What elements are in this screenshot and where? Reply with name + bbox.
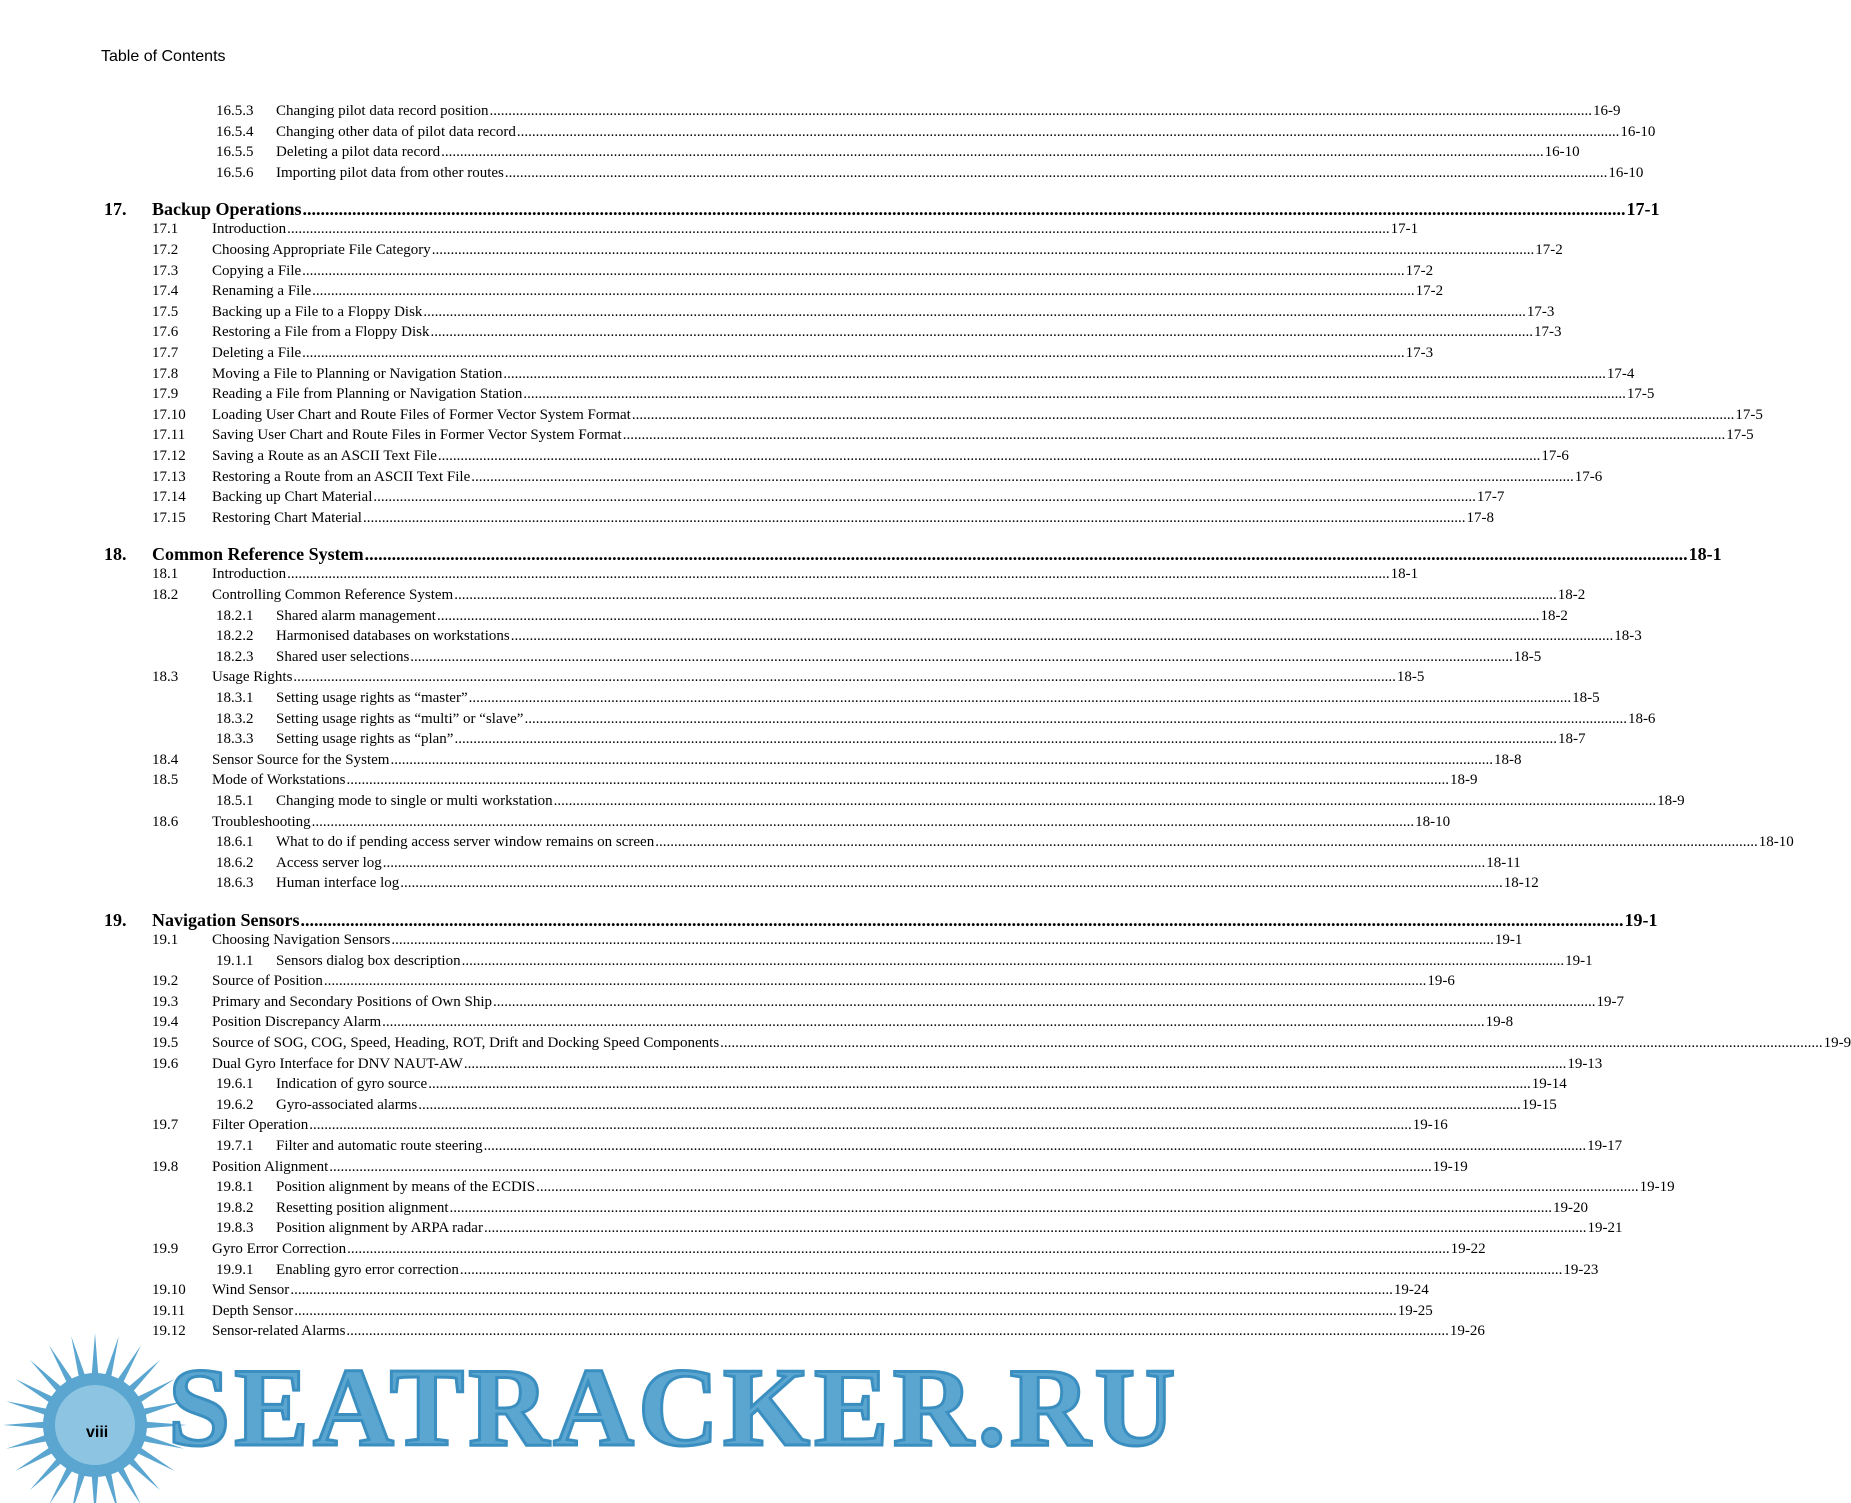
toc-entry-title: Gyro-associated alarms xyxy=(276,1096,418,1113)
toc-entry-title: Choosing Navigation Sensors xyxy=(212,932,391,948)
toc-section-entry[interactable] xyxy=(152,509,1494,528)
dot-leader xyxy=(400,874,1503,893)
toc-entry-number: 19.9 xyxy=(152,1241,179,1257)
toc-entry-page: 18-5 xyxy=(1572,690,1600,706)
toc-entry-title: Deleting a pilot data record xyxy=(276,144,441,161)
toc-entry-page: 17-3 xyxy=(1405,345,1434,361)
toc-entry-title: Copying a File xyxy=(212,262,302,279)
toc-entry-page: 18-5 xyxy=(1396,669,1425,686)
toc-entry-title: Harmonised databases on workstations xyxy=(276,628,510,645)
watermark-text: SEATRACKER.RU xyxy=(168,1346,1180,1470)
toc-entry-title: Access server log xyxy=(276,854,382,871)
dot-leader xyxy=(382,1013,1485,1032)
toc-section-entry[interactable] xyxy=(152,365,1635,384)
toc-entry-page: 18-3 xyxy=(1614,628,1642,645)
toc-entry-title: Navigation Sensors xyxy=(152,910,300,930)
toc-entry-title: Primary and Secondary Positions of Own Ship xyxy=(212,993,492,1010)
toc-entry-number: 17.12 xyxy=(152,448,186,464)
toc-entry-title: Changing other data of pilot data record xyxy=(276,123,516,140)
toc-entry-number: 19.7.1 xyxy=(216,1138,254,1154)
toc-subsection-entry[interactable] xyxy=(216,792,1685,811)
toc-section-entry[interactable] xyxy=(152,771,1478,790)
toc-subsection-entry[interactable] xyxy=(216,710,1656,729)
toc-entry-title: Mode of Workstations xyxy=(212,772,346,789)
toc-entry-number: 18.2 xyxy=(152,587,179,603)
toc-entry-title: Moving a File to Planning or Navigation Station xyxy=(212,365,503,382)
dot-leader xyxy=(329,1158,1432,1177)
dot-leader xyxy=(720,1034,1823,1053)
toc-entry-number: 17.4 xyxy=(152,283,179,300)
dot-leader xyxy=(454,730,1557,749)
toc-section-entry[interactable] xyxy=(152,1158,1468,1177)
toc-entry-page: 19-6 xyxy=(1427,973,1455,990)
toc-entry-number: 16.5.4 xyxy=(216,123,254,140)
toc-entry-title: Source of SOG, COG, Speed, Heading, ROT, Drift and Docking Speed Components xyxy=(212,1035,720,1051)
toc-section-entry[interactable] xyxy=(152,586,1586,605)
dot-leader xyxy=(428,1075,1531,1094)
toc-entry-number: 19.10 xyxy=(152,1282,186,1299)
dot-leader xyxy=(347,1240,1450,1259)
toc-entry-number: 18.3.1 xyxy=(216,690,254,706)
toc-section-entry[interactable] xyxy=(152,282,1444,301)
dot-leader xyxy=(383,854,1486,873)
toc-entry-number: 19.9.1 xyxy=(216,1261,254,1278)
toc-entry-number: 18.6 xyxy=(152,813,179,830)
toc-entry-page: 19-21 xyxy=(1587,1220,1623,1237)
toc-entry-title: Deleting a File xyxy=(212,345,302,361)
dot-leader xyxy=(365,543,1688,565)
toc-entry-title: Position Alignment xyxy=(212,1158,329,1175)
toc-entry-title: Importing pilot data from other routes xyxy=(276,164,504,181)
dot-leader xyxy=(410,648,1513,667)
toc-entry-page: 17-1 xyxy=(1626,199,1660,220)
toc-section-entry[interactable] xyxy=(152,1055,1603,1074)
toc-entry-title: Shared user selections xyxy=(276,648,410,665)
dot-leader xyxy=(347,771,1450,790)
toc-entry-title: Common Reference System xyxy=(152,544,364,565)
toc-entry-page: 18-2 xyxy=(1557,587,1586,603)
toc-chapter-entry[interactable] xyxy=(104,543,1722,565)
toc-entry-page: 19-26 xyxy=(1449,1323,1485,1340)
toc-entry-number: 18.2.3 xyxy=(216,648,254,665)
toc-entry-title: Reading a File from Planning or Navigation Station xyxy=(212,386,523,403)
toc-section-entry[interactable] xyxy=(152,1281,1429,1300)
dot-leader xyxy=(302,262,1405,281)
toc-entry-number: 17.8 xyxy=(152,365,179,382)
toc-entry-page: 19-17 xyxy=(1587,1138,1623,1154)
toc-subsection-entry[interactable] xyxy=(216,874,1539,893)
toc-entry-title: Usage Rights xyxy=(212,669,293,686)
toc-entry-page: 19-9 xyxy=(1823,1035,1851,1051)
toc-entry-title: Troubleshooting xyxy=(212,813,311,830)
toc-entry-number: 19.7 xyxy=(152,1117,179,1134)
toc-entry-page: 19-24 xyxy=(1393,1282,1429,1299)
toc-entry-number: 18.3.3 xyxy=(216,731,254,748)
toc-entry-title: Restoring Chart Material xyxy=(212,509,362,526)
dot-leader xyxy=(303,198,1626,220)
toc-subsection-entry[interactable] xyxy=(216,1219,1623,1238)
toc-entry-title: Introduction xyxy=(212,221,287,238)
dot-leader xyxy=(450,1199,1553,1218)
dot-leader xyxy=(517,123,1620,142)
toc-entry-title: Backing up Chart Material xyxy=(212,489,373,506)
toc-subsection-entry[interactable] xyxy=(216,648,1542,667)
dot-leader xyxy=(503,365,1606,384)
dot-leader xyxy=(623,426,1726,445)
toc-entry-title: Source of Position xyxy=(212,973,323,990)
toc-entry-number: 19.4 xyxy=(152,1014,179,1031)
toc-entry-page: 17-5 xyxy=(1626,386,1655,403)
toc-section-entry[interactable] xyxy=(152,344,1434,363)
toc-section-entry[interactable] xyxy=(152,447,1569,466)
toc-entry-number: 16.5.3 xyxy=(216,103,254,119)
toc-entry-page: 17-7 xyxy=(1476,489,1505,506)
running-head: Table of Contents xyxy=(101,48,226,65)
dot-leader xyxy=(536,1178,1639,1197)
toc-entry-title: Setting usage rights as “multi” or “slave” xyxy=(276,710,524,727)
toc-subsection-entry[interactable] xyxy=(216,854,1521,873)
toc-subsection-entry[interactable] xyxy=(216,952,1593,971)
dot-leader xyxy=(438,447,1541,466)
toc-entry-page: 19-1 xyxy=(1494,932,1523,948)
toc-entry-title: Human interface log xyxy=(276,875,400,892)
toc-entry-number: 18.4 xyxy=(152,751,179,768)
toc-entry-page: 17-3 xyxy=(1526,303,1555,320)
dot-leader xyxy=(390,751,1493,770)
toc-entry-number: 18.6.3 xyxy=(216,875,254,892)
toc-subsection-entry[interactable] xyxy=(216,627,1642,646)
toc-entry-page: 19-19 xyxy=(1639,1179,1675,1196)
toc-subsection-entry[interactable] xyxy=(216,143,1580,162)
toc-entry-number: 17.15 xyxy=(152,509,186,526)
toc-entry-page: 19-16 xyxy=(1412,1117,1448,1134)
toc-entry-title: Backup Operations xyxy=(152,199,302,220)
toc-entry-page: 17-6 xyxy=(1574,468,1603,485)
toc-entry-page: 18-11 xyxy=(1486,854,1521,871)
toc-section-entry[interactable] xyxy=(152,406,1763,425)
toc-entry-number: 17.1 xyxy=(152,221,179,238)
toc-entry-page: 18-9 xyxy=(1657,793,1685,809)
dot-leader xyxy=(293,668,1396,687)
toc-entry-page: 18-7 xyxy=(1557,731,1586,748)
toc-section-entry[interactable] xyxy=(152,1116,1448,1135)
toc-entry-number: 17.2 xyxy=(152,242,179,258)
toc-entry-title: Position alignment by means of the ECDIS xyxy=(276,1179,536,1196)
toc-entry-title: Sensor Source for the System xyxy=(212,751,390,768)
toc-subsection-entry[interactable] xyxy=(216,1075,1567,1094)
toc-entry-title: Depth Sensor xyxy=(212,1302,294,1319)
toc-entry-page: 17-5 xyxy=(1735,406,1763,423)
dot-leader xyxy=(471,468,1574,487)
toc-section-entry[interactable] xyxy=(152,751,1522,770)
dot-leader xyxy=(441,143,1544,162)
toc-entry-number: 18.3.2 xyxy=(216,710,254,727)
toc-section-entry[interactable] xyxy=(152,323,1562,342)
toc-entry-number: 19.6.2 xyxy=(216,1096,254,1113)
toc-entry-title: Renaming a File xyxy=(212,283,312,300)
toc-entry-number: 17.5 xyxy=(152,303,179,320)
toc-entry-number: 17.13 xyxy=(152,468,186,485)
toc-entry-number: 19. xyxy=(104,910,127,930)
dot-leader xyxy=(324,972,1427,991)
toc-entry-title: Backing up a File to a Floppy Disk xyxy=(212,303,423,320)
toc-entry-title: Restoring a Route from an ASCII Text File xyxy=(212,468,471,485)
dot-leader xyxy=(511,627,1614,646)
toc-entry-title: Gyro Error Correction xyxy=(212,1241,347,1257)
toc-entry-number: 18.6.1 xyxy=(216,834,254,851)
toc-entry-page: 18-9 xyxy=(1450,772,1478,789)
toc-entry-title: Controlling Common Reference System xyxy=(212,587,454,603)
toc-entry-title: Changing mode to single or multi workstation xyxy=(276,793,553,809)
toc-section-entry[interactable] xyxy=(152,1013,1514,1032)
toc-section-entry[interactable] xyxy=(152,220,1419,239)
toc-entry-number: 16.5.5 xyxy=(216,144,254,161)
toc-entry-title: Dual Gyro Interface for DNV NAUT-AW xyxy=(212,1055,463,1072)
dot-leader xyxy=(290,1281,1393,1300)
toc-chapter-entry[interactable] xyxy=(104,909,1658,931)
toc-entry-page: 19-22 xyxy=(1450,1241,1486,1257)
toc-entry-title: Changing pilot data record position xyxy=(276,103,489,119)
toc-entry-number: 19.8.1 xyxy=(216,1179,254,1196)
toc-entry-page: 19-25 xyxy=(1397,1302,1433,1319)
toc-entry-number: 17.6 xyxy=(152,324,179,341)
toc-entry-number: 18.6.2 xyxy=(216,854,254,871)
toc-entry-number: 19.6 xyxy=(152,1055,179,1072)
toc-entry-page: 18-1 xyxy=(1390,566,1419,583)
toc-entry-number: 17.14 xyxy=(152,489,186,506)
toc-section-entry[interactable] xyxy=(152,565,1419,584)
dot-leader xyxy=(464,1055,1567,1074)
toc-entry-number: 17. xyxy=(104,199,127,220)
dot-leader xyxy=(294,1302,1397,1321)
dot-leader xyxy=(462,952,1565,971)
toc-entry-title: Shared alarm management xyxy=(276,607,436,624)
toc-entry-page: 18-5 xyxy=(1513,648,1542,665)
toc-entry-page: 19-19 xyxy=(1432,1158,1468,1175)
toc-entry-number: 19.8.3 xyxy=(216,1220,254,1237)
dot-leader xyxy=(489,102,1592,121)
toc-entry-page: 17-3 xyxy=(1534,324,1562,341)
toc-subsection-entry[interactable] xyxy=(216,730,1586,749)
toc-entry-page: 18-10 xyxy=(1415,813,1451,830)
toc-entry-title: Sensors dialog box description xyxy=(276,952,461,969)
toc-entry-page: 17-1 xyxy=(1390,221,1419,238)
dot-leader xyxy=(302,344,1405,363)
toc-subsection-entry[interactable] xyxy=(216,102,1621,121)
dot-leader xyxy=(469,689,1572,708)
toc-section-entry[interactable] xyxy=(152,241,1563,260)
page-number: viii xyxy=(86,1424,109,1441)
toc-entry-page: 16-10 xyxy=(1608,164,1644,181)
toc-entry-page: 19-14 xyxy=(1531,1076,1567,1093)
toc-entry-title: Filter and automatic route steering xyxy=(276,1138,483,1154)
toc-entry-title: Saving a Route as an ASCII Text File xyxy=(212,448,437,464)
dot-leader xyxy=(460,1261,1563,1280)
toc-entry-page: 16-9 xyxy=(1592,103,1621,119)
toc-entry-number: 19.8 xyxy=(152,1158,179,1175)
dot-leader xyxy=(301,909,1624,931)
toc-subsection-entry[interactable] xyxy=(216,1261,1599,1280)
toc-entry-number: 18.3 xyxy=(152,669,179,686)
dot-leader xyxy=(454,586,1557,605)
dot-leader xyxy=(484,1219,1587,1238)
dot-leader xyxy=(287,220,1390,239)
toc-section-entry[interactable] xyxy=(152,668,1425,687)
toc-section-entry[interactable] xyxy=(152,1034,1851,1053)
toc-entry-number: 18.5.1 xyxy=(216,793,254,809)
toc-entry-title: Restoring a File from a Floppy Disk xyxy=(212,324,430,341)
toc-entry-page: 19-1 xyxy=(1565,952,1593,969)
dot-leader xyxy=(523,385,1626,404)
toc-entry-page: 17-8 xyxy=(1466,509,1494,526)
toc-entry-page: 18-8 xyxy=(1493,751,1522,768)
toc-entry-number: 19.1 xyxy=(152,932,179,948)
toc-entry-page: 18-2 xyxy=(1540,607,1568,624)
toc-entry-number: 17.3 xyxy=(152,262,179,279)
toc-entry-page: 17-2 xyxy=(1535,242,1563,258)
toc-entry-number: 18.2.2 xyxy=(216,628,254,645)
toc-entry-page: 18-10 xyxy=(1758,834,1794,851)
toc-section-entry[interactable] xyxy=(152,426,1754,445)
toc-section-entry[interactable] xyxy=(152,1302,1433,1321)
toc-section-entry[interactable] xyxy=(152,813,1451,832)
toc-section-entry[interactable] xyxy=(152,931,1523,950)
toc-entry-page: 19-23 xyxy=(1563,1261,1599,1278)
toc-entry-title: Indication of gyro source xyxy=(276,1076,428,1093)
dot-leader xyxy=(373,488,1476,507)
dot-leader xyxy=(493,993,1596,1012)
dot-leader xyxy=(505,164,1608,183)
dot-leader xyxy=(554,792,1657,811)
toc-subsection-entry[interactable] xyxy=(216,1096,1557,1115)
toc-section-entry[interactable] xyxy=(152,993,1624,1012)
toc-entry-page: 17-6 xyxy=(1541,448,1569,464)
toc-section-entry[interactable] xyxy=(152,1240,1486,1259)
toc-entry-page: 16-10 xyxy=(1544,144,1580,161)
dot-leader xyxy=(312,813,1415,832)
dot-leader xyxy=(431,323,1534,342)
toc-section-entry[interactable] xyxy=(152,1322,1485,1341)
dot-leader xyxy=(309,1116,1412,1135)
dot-leader xyxy=(312,282,1415,301)
toc-entry-title: Choosing Appropriate File Category xyxy=(212,242,431,258)
toc-entry-number: 17.11 xyxy=(152,427,186,444)
toc-entry-page: 16-10 xyxy=(1620,123,1656,140)
toc-entry-page: 18-6 xyxy=(1627,710,1656,727)
toc-entry-number: 19.1.1 xyxy=(216,952,254,969)
toc-entry-page: 19-20 xyxy=(1553,1199,1588,1216)
toc-entry-page: 18-12 xyxy=(1503,875,1539,892)
toc-entry-title: Introduction xyxy=(212,566,287,583)
toc-entry-number: 19.3 xyxy=(152,993,179,1010)
toc-entry-title: Enabling gyro error correction xyxy=(276,1261,459,1278)
toc-section-entry[interactable] xyxy=(152,468,1603,487)
toc-entry-number: 18.2.1 xyxy=(216,607,254,624)
toc-entry-page: 17-2 xyxy=(1405,262,1434,279)
toc-section-entry[interactable] xyxy=(152,972,1455,991)
toc-subsection-entry[interactable] xyxy=(216,1137,1623,1156)
dot-leader xyxy=(346,1322,1449,1341)
toc-subsection-entry[interactable] xyxy=(216,1178,1675,1197)
toc-entry-title: Position Discrepancy Alarm xyxy=(212,1014,382,1031)
toc-section-entry[interactable] xyxy=(152,262,1434,281)
dot-leader xyxy=(363,509,1466,528)
toc-section-entry[interactable] xyxy=(152,488,1505,507)
toc-entry-page: 19-13 xyxy=(1567,1055,1603,1072)
toc-subsection-entry[interactable] xyxy=(216,833,1794,852)
toc-entry-page: 19-7 xyxy=(1596,993,1624,1010)
toc-entry-page: 17-4 xyxy=(1606,365,1635,382)
toc-subsection-entry[interactable] xyxy=(216,689,1600,708)
toc-entry-page: 19-1 xyxy=(1624,910,1658,930)
toc-entry-page: 17-5 xyxy=(1726,427,1754,444)
toc-entry-number: 18.1 xyxy=(152,566,179,583)
toc-entry-number: 17.7 xyxy=(152,345,179,361)
toc-section-entry[interactable] xyxy=(152,385,1655,404)
toc-entry-title: Position alignment by ARPA radar xyxy=(276,1220,483,1237)
toc-entry-title: Setting usage rights as “master” xyxy=(276,690,468,706)
toc-entry-page: 19-8 xyxy=(1485,1014,1514,1031)
toc-entry-number: 18.5 xyxy=(152,772,179,789)
toc-entry-number: 19.8.2 xyxy=(216,1199,254,1216)
dot-leader xyxy=(418,1096,1521,1115)
toc-chapter-entry[interactable] xyxy=(104,198,1660,220)
toc-entry-title: Loading User Chart and Route Files of Former Vector System Format xyxy=(212,406,631,423)
toc-entry-title: Saving User Chart and Route Files in Former Vector System Format xyxy=(212,427,622,444)
toc-subsection-entry[interactable] xyxy=(216,1199,1588,1218)
toc-entry-number: 19.11 xyxy=(152,1302,186,1319)
dot-leader xyxy=(391,931,1494,950)
toc-entry-title: What to do if pending access server window remains on screen xyxy=(276,834,655,851)
toc-subsection-entry[interactable] xyxy=(216,607,1568,626)
toc-entry-number: 19.6.1 xyxy=(216,1076,254,1093)
toc-entry-title: Setting usage rights as “plan” xyxy=(276,731,454,748)
toc-entry-page: 19-15 xyxy=(1521,1096,1557,1113)
toc-entry-title: Filter Operation xyxy=(212,1117,309,1134)
dot-leader xyxy=(287,565,1390,584)
dot-leader xyxy=(632,406,1735,425)
dot-leader xyxy=(484,1137,1587,1156)
toc-entry-page: 18-1 xyxy=(1688,544,1722,565)
toc-entry-number: 17.10 xyxy=(152,406,186,423)
toc-entry-title: Resetting position alignment xyxy=(276,1199,449,1216)
toc-entry-number: 17.9 xyxy=(152,386,179,403)
toc-subsection-entry[interactable] xyxy=(216,164,1644,183)
toc-entry-number: 18. xyxy=(104,544,127,565)
toc-entry-number: 19.12 xyxy=(152,1323,186,1340)
toc-entry-title: Sensor-related Alarms xyxy=(212,1323,346,1340)
toc-section-entry[interactable] xyxy=(152,303,1555,322)
toc-entry-page: 17-2 xyxy=(1415,283,1444,300)
toc-entry-title: Wind Sensor xyxy=(212,1282,290,1299)
toc-subsection-entry[interactable] xyxy=(216,123,1656,142)
dot-leader xyxy=(524,710,1627,729)
toc-entry-number: 16.5.6 xyxy=(216,164,254,181)
dot-leader xyxy=(423,303,1526,322)
toc-entry-number: 19.5 xyxy=(152,1035,179,1051)
dot-leader xyxy=(437,607,1540,626)
dot-leader xyxy=(432,241,1535,260)
dot-leader xyxy=(655,833,1758,852)
toc-entry-number: 19.2 xyxy=(152,973,179,990)
